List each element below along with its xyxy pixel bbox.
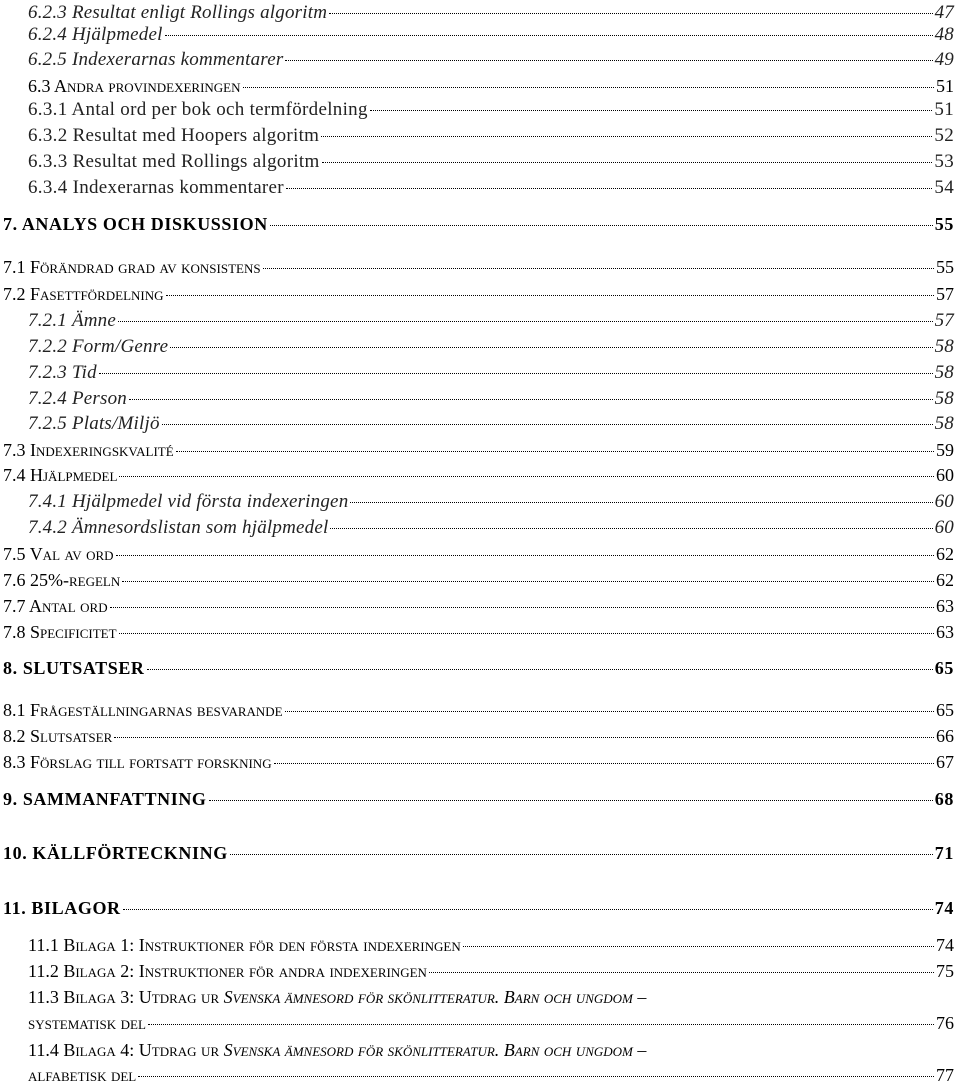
dot-leader bbox=[263, 268, 934, 269]
toc-entry-number: 7.4 bbox=[3, 465, 26, 485]
toc-entry-number: 7.2.1 bbox=[28, 310, 67, 331]
toc-entry[interactable] bbox=[3, 752, 954, 773]
toc-entry-title: Indexerarnas kommentarer bbox=[72, 177, 284, 198]
toc-entry-title: Slutsatser bbox=[30, 726, 113, 746]
toc-entry-title: Andra provindexeringen bbox=[54, 76, 241, 96]
toc-entry-first-line bbox=[28, 987, 646, 1008]
toc-entry-second-line bbox=[28, 1013, 954, 1034]
toc-entry-title-italic: Svenska ämnesord för skönlitteratur. Barn och ungdom bbox=[223, 1040, 633, 1060]
toc-entry-number: 6.3.3 bbox=[28, 151, 68, 172]
toc-entry-number: 7.6 bbox=[3, 570, 26, 590]
toc-entry[interactable] bbox=[28, 310, 954, 332]
toc-entry[interactable] bbox=[3, 465, 954, 486]
dot-leader bbox=[243, 87, 934, 88]
toc-entry[interactable] bbox=[28, 1040, 954, 1092]
toc-entry-page: 63 bbox=[936, 596, 954, 616]
dot-leader bbox=[321, 136, 932, 137]
toc-entry-page: 63 bbox=[936, 622, 954, 642]
toc-entry[interactable] bbox=[3, 544, 954, 565]
toc-entry-page: 55 bbox=[936, 257, 954, 277]
toc-entry-number: 6.3.1 bbox=[28, 99, 68, 120]
toc-entry[interactable] bbox=[28, 125, 954, 147]
toc-entry-title: ANALYS OCH DISKUSSION bbox=[21, 214, 268, 234]
toc-entry-number: 9. bbox=[3, 789, 18, 809]
dot-leader bbox=[209, 800, 933, 801]
toc-entry-title: KÄLLFÖRTECKNING bbox=[32, 843, 228, 863]
toc-entry-number: 8.3 bbox=[3, 752, 26, 772]
toc-entry-title: Bilaga 1: Instruktioner för den första indexeringen bbox=[63, 935, 461, 955]
toc-entry-title: Person bbox=[71, 388, 127, 409]
toc-entry-title: Resultat med Hoopers algoritm bbox=[72, 125, 320, 146]
toc-entry-title-dash: – bbox=[632, 987, 647, 1007]
dot-leader bbox=[270, 225, 933, 226]
toc-entry-number: 6.2.4 bbox=[28, 24, 67, 45]
dot-leader bbox=[122, 581, 934, 582]
dot-leader bbox=[138, 1076, 934, 1077]
dot-leader bbox=[274, 763, 934, 764]
dot-leader bbox=[176, 451, 934, 452]
toc-entry[interactable] bbox=[28, 517, 954, 539]
toc-entry-number: 7.7 bbox=[3, 596, 26, 616]
toc-entry[interactable] bbox=[28, 491, 954, 513]
toc-entry[interactable] bbox=[3, 257, 954, 278]
toc-entry-page: 60 bbox=[936, 465, 954, 485]
toc-entry[interactable] bbox=[28, 388, 954, 410]
toc-entry-number: 7. bbox=[3, 214, 18, 234]
dot-leader bbox=[330, 528, 932, 529]
toc-entry-number: 6.2.3 bbox=[28, 2, 67, 23]
toc-entry-title-dash: – bbox=[632, 1040, 647, 1060]
toc-entry-page: 51 bbox=[936, 76, 954, 96]
dot-leader bbox=[110, 607, 934, 608]
toc-entry-number: 11. bbox=[3, 898, 27, 918]
toc-entry-title: Antal ord bbox=[29, 596, 108, 616]
toc-entry-number: 7.2 bbox=[3, 284, 26, 304]
toc-entry-title: 25%-regeln bbox=[30, 570, 121, 590]
toc-entry-page: 75 bbox=[936, 961, 954, 981]
dot-leader bbox=[118, 321, 933, 322]
dot-leader bbox=[147, 669, 933, 670]
toc-entry[interactable] bbox=[28, 24, 954, 46]
toc-entry-title: Antal ord per bok och termfördelning bbox=[71, 99, 368, 120]
toc-chapter[interactable] bbox=[3, 843, 954, 864]
dot-leader bbox=[119, 633, 934, 634]
toc-entry-number: 8.1 bbox=[3, 700, 26, 720]
toc-entry-page: 66 bbox=[936, 726, 954, 746]
toc-entry-title: Resultat enligt Rollings algoritm bbox=[71, 2, 328, 23]
toc-entry-title: Indexerarnas kommentarer bbox=[71, 49, 284, 70]
toc-entry-title: Fasettfördelning bbox=[30, 284, 164, 304]
toc-entry-first-line bbox=[28, 1040, 646, 1061]
toc-chapter[interactable] bbox=[3, 898, 954, 919]
toc-entry-title: Form/Genre bbox=[71, 336, 169, 357]
toc-entry-number: 6.3 bbox=[28, 76, 51, 96]
toc-entry-title-italic: Svenska ämnesord för skönlitteratur. Barn och ungdom bbox=[223, 987, 633, 1007]
dot-leader bbox=[285, 60, 932, 61]
toc-entry-title: Hjälpmedel bbox=[30, 465, 118, 485]
dot-leader bbox=[148, 1024, 934, 1025]
dot-leader bbox=[285, 711, 934, 712]
toc-entry-page: 76 bbox=[936, 1013, 954, 1033]
toc-entry-page: 67 bbox=[936, 752, 954, 772]
dot-leader bbox=[429, 972, 934, 973]
toc-entry-page: 58 bbox=[934, 413, 954, 434]
toc-entry-number: 7.2.3 bbox=[28, 362, 67, 383]
toc-entry[interactable] bbox=[28, 935, 954, 956]
toc-entry[interactable] bbox=[3, 700, 954, 721]
toc-entry[interactable] bbox=[28, 961, 954, 982]
toc-entry-number: 7.8 bbox=[3, 622, 26, 642]
toc-entry[interactable] bbox=[3, 622, 954, 643]
toc-entry-title: Frågeställningarnas besvarande bbox=[30, 700, 283, 720]
toc-entry-title: Resultat med Rollings algoritm bbox=[72, 151, 320, 172]
toc-entry-title: Indexeringskvalité bbox=[30, 440, 174, 460]
toc-entry[interactable] bbox=[28, 99, 954, 121]
toc-entry-page: 60 bbox=[934, 491, 954, 512]
toc-entry-title: SAMMANFATTNING bbox=[22, 789, 207, 809]
toc-entry-title: SLUTSATSER bbox=[22, 658, 145, 678]
toc-entry-title: Ämne bbox=[71, 310, 117, 331]
toc-entry-number: 8.2 bbox=[3, 726, 26, 746]
toc-entry-page: 68 bbox=[934, 789, 954, 809]
toc-entry-title: Specificitet bbox=[30, 622, 117, 642]
dot-leader bbox=[170, 347, 932, 348]
dot-leader bbox=[322, 162, 933, 163]
dot-leader bbox=[99, 373, 933, 374]
toc-entry-number: 8. bbox=[3, 658, 18, 678]
toc-entry-page: 77 bbox=[936, 1065, 954, 1085]
toc-chapter[interactable] bbox=[3, 658, 954, 679]
toc-entry[interactable] bbox=[28, 413, 954, 435]
toc-chapter[interactable] bbox=[3, 789, 954, 810]
dot-leader bbox=[165, 35, 933, 36]
toc-entry-page: 57 bbox=[936, 284, 954, 304]
toc-entry[interactable] bbox=[3, 440, 954, 461]
toc-entry[interactable] bbox=[28, 49, 954, 71]
toc-entry-page: 62 bbox=[936, 544, 954, 564]
toc-entry-number: 11.4 bbox=[28, 1040, 59, 1060]
dot-leader bbox=[116, 555, 934, 556]
toc-entry-page: 54 bbox=[934, 177, 954, 198]
toc-entry-title: Val av ord bbox=[29, 544, 114, 564]
toc-entry-number: 11.2 bbox=[28, 961, 59, 981]
toc-entry[interactable] bbox=[3, 726, 954, 747]
toc-entry-title: Tid bbox=[71, 362, 97, 383]
toc-entry-number: 7.5 bbox=[3, 544, 26, 564]
toc-entry-number: 7.2.5 bbox=[28, 413, 67, 434]
toc-entry[interactable] bbox=[3, 570, 954, 591]
toc-entry-title-continuation: systematisk del bbox=[28, 1013, 146, 1033]
toc-entry-page: 59 bbox=[936, 440, 954, 460]
toc-entry-number: 7.2.4 bbox=[28, 388, 67, 409]
toc-entry-page: 74 bbox=[934, 898, 954, 918]
toc-entry-number: 11.3 bbox=[28, 987, 59, 1007]
toc-entry[interactable] bbox=[28, 362, 954, 384]
toc-entry-number: 11.1 bbox=[28, 935, 59, 955]
toc-entry[interactable] bbox=[28, 987, 954, 1039]
dot-leader bbox=[350, 502, 932, 503]
toc-entry-page: 51 bbox=[934, 99, 954, 120]
toc-entry-number: 7.2.2 bbox=[28, 336, 67, 357]
toc-chapter[interactable] bbox=[3, 214, 954, 235]
toc-entry-title: BILAGOR bbox=[31, 898, 121, 918]
dot-leader bbox=[329, 13, 932, 14]
toc-entry-number: 7.4.1 bbox=[28, 491, 67, 512]
toc-entry-title: Bilaga 2: Instruktioner för andra indexeringen bbox=[63, 961, 427, 981]
toc-entry-number: 7.1 bbox=[3, 257, 26, 277]
dot-leader bbox=[166, 295, 934, 296]
toc-entry[interactable] bbox=[28, 336, 954, 358]
dot-leader bbox=[162, 424, 933, 425]
toc-entry-number: 7.3 bbox=[3, 440, 26, 460]
toc-entry-page: 58 bbox=[934, 336, 954, 357]
toc-entry-page: 48 bbox=[934, 24, 954, 45]
dot-leader bbox=[123, 909, 933, 910]
toc-entry-title: Bilaga 3: Utdrag ur bbox=[63, 987, 224, 1007]
toc-entry[interactable] bbox=[28, 76, 954, 97]
toc-entry-number: 6.3.4 bbox=[28, 177, 68, 198]
toc-entry-page: 58 bbox=[934, 362, 954, 383]
toc-entry-title: Bilaga 4: Utdrag ur bbox=[63, 1040, 224, 1060]
toc-entry-page: 65 bbox=[936, 700, 954, 720]
toc-entry-title: Förslag till fortsatt forskning bbox=[30, 752, 272, 772]
toc-entry-page: 65 bbox=[934, 658, 954, 678]
toc-entry-title: Förändrad grad av konsistens bbox=[30, 257, 261, 277]
toc-entry-title-continuation: alfabetisk del bbox=[28, 1065, 137, 1085]
toc-entry-page: 49 bbox=[934, 49, 954, 70]
dot-leader bbox=[129, 399, 933, 400]
toc-entry[interactable] bbox=[28, 2, 954, 24]
toc-entry-number: 7.4.2 bbox=[28, 517, 67, 538]
toc-entry-number: 6.3.2 bbox=[28, 125, 68, 146]
toc-entry-page: 58 bbox=[934, 388, 954, 409]
toc-entry-page: 62 bbox=[936, 570, 954, 590]
toc-entry-title: Plats/Miljö bbox=[71, 413, 160, 434]
toc-entry[interactable] bbox=[28, 177, 954, 199]
toc-entry-title: Hjälpmedel bbox=[71, 24, 163, 45]
toc-entry-title: Ämnesordslistan som hjälpmedel bbox=[71, 517, 329, 538]
toc-entry-page: 52 bbox=[934, 125, 954, 146]
dot-leader bbox=[119, 476, 934, 477]
toc-entry-page: 71 bbox=[934, 843, 954, 863]
dot-leader bbox=[230, 854, 933, 855]
toc-entry-number: 10. bbox=[3, 843, 28, 863]
toc-entry-page: 55 bbox=[934, 214, 954, 234]
toc-entry[interactable] bbox=[3, 284, 954, 305]
toc-entry-number: 6.2.5 bbox=[28, 49, 67, 70]
toc-entry-page: 47 bbox=[934, 2, 954, 23]
dot-leader bbox=[286, 188, 932, 189]
toc-entry-page: 53 bbox=[934, 151, 954, 172]
toc-entry-page: 57 bbox=[934, 310, 954, 331]
toc-entry[interactable] bbox=[28, 151, 954, 173]
toc-entry-title: Hjälpmedel vid första indexeringen bbox=[71, 491, 349, 512]
dot-leader bbox=[463, 946, 934, 947]
toc-entry-page: 74 bbox=[936, 935, 954, 955]
dot-leader bbox=[114, 737, 934, 738]
toc-entry-second-line bbox=[28, 1065, 954, 1086]
toc-entry-page: 60 bbox=[934, 517, 954, 538]
toc-entry[interactable] bbox=[3, 596, 954, 617]
dot-leader bbox=[370, 110, 933, 111]
